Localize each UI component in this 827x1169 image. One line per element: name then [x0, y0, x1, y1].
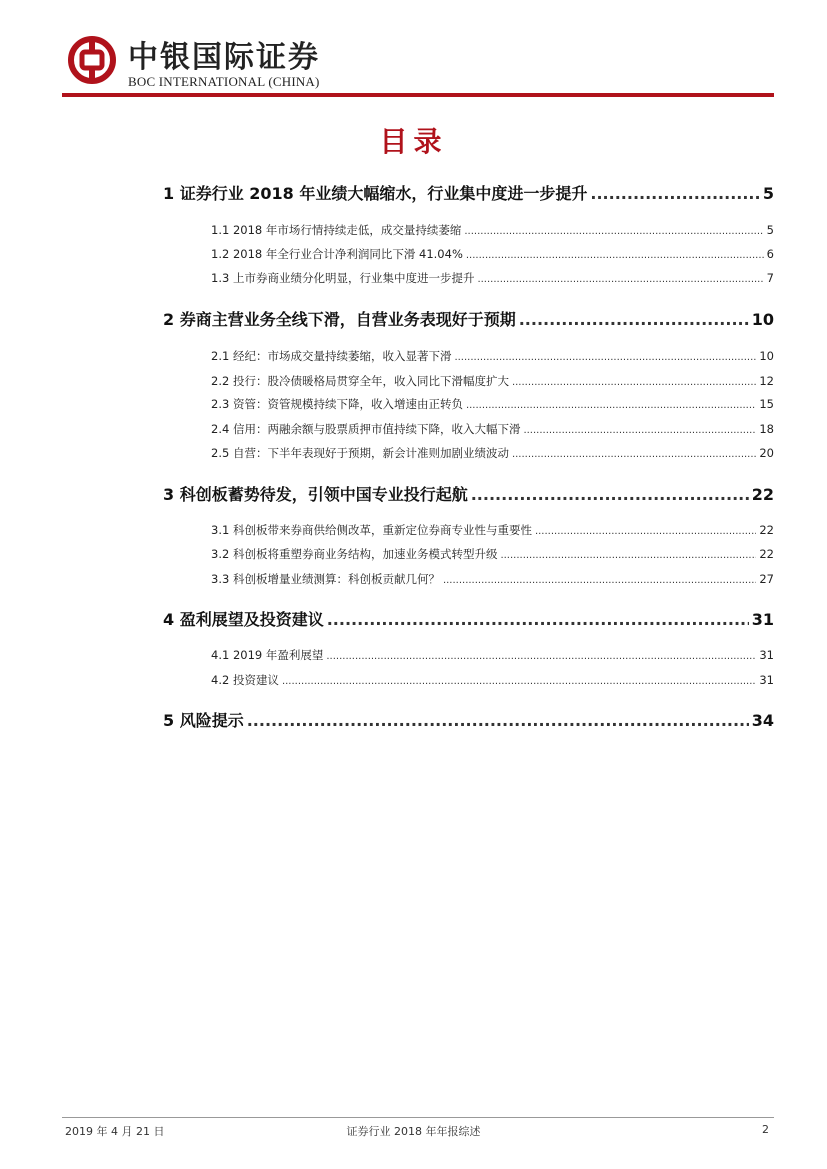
toc-leader-dots [327, 610, 749, 629]
toc-page-number: 22 [759, 547, 774, 561]
toc-entry-text: 4.1 2019 年盈利展望 [211, 648, 324, 662]
toc-entry-text: 2.5 自营：下半年表现好于预期，新会计准则加剧业绩波动 [211, 446, 509, 460]
footer-page-number: 2 [762, 1123, 769, 1136]
toc-entry[interactable] [211, 373, 774, 389]
toc-entry-text: 1 证券行业 2018 年业绩大幅缩水，行业集中度进一步提升 [163, 184, 588, 203]
toc-entry[interactable] [163, 708, 774, 731]
toc-page-number: 5 [762, 184, 774, 203]
toc-entry[interactable] [211, 270, 774, 286]
toc-entry[interactable] [211, 571, 774, 587]
toc-leader-dots [454, 352, 756, 363]
toc-entry[interactable] [211, 647, 774, 663]
toc-entry-text: 1.2 2018 年全行业合计净利润同比下滑 41.04% [211, 247, 463, 261]
toc-leader-dots [464, 226, 763, 237]
toc-entry-text: 2 券商主营业务全线下滑，自营业务表现好于预期 [163, 310, 516, 329]
toc-entry[interactable] [163, 307, 774, 330]
toc-entry[interactable] [211, 222, 774, 238]
toc-entry-text: 4 盈利展望及投资建议 [163, 610, 324, 629]
toc-page-number: 34 [751, 711, 774, 730]
toc-page-number: 5 [766, 223, 774, 237]
footer-report-title: 证券行业 2018 年年报综述 [346, 1125, 481, 1138]
toc-leader-dots [466, 250, 764, 261]
toc-leader-dots [535, 526, 756, 537]
toc-entry[interactable] [211, 672, 774, 688]
toc-entry[interactable] [211, 246, 774, 262]
toc-entry[interactable] [211, 348, 774, 364]
toc-page-number: 10 [751, 310, 774, 329]
brand-name-chinese: 中银国际证券 [128, 40, 320, 75]
toc-leader-dots [477, 274, 763, 285]
toc-entry[interactable] [211, 396, 774, 412]
toc-leader-dots [443, 575, 756, 586]
toc-page-number: 22 [759, 523, 774, 537]
toc-leader-dots [466, 400, 756, 411]
toc-entry[interactable] [163, 181, 774, 204]
footer-divider [62, 1117, 774, 1118]
toc-page-number: 22 [751, 485, 774, 504]
toc-entry[interactable] [211, 445, 774, 461]
toc-leader-dots [523, 425, 756, 436]
toc-entry[interactable] [211, 522, 774, 538]
toc-leader-dots [471, 485, 749, 504]
toc-leader-dots [512, 377, 756, 388]
toc-entry-text: 2.1 经纪：市场成交量持续萎缩，收入显著下滑 [211, 349, 452, 363]
toc-entry-text: 2.3 资管：资管规模持续下降，收入增速由正转负 [211, 397, 463, 411]
toc-entry-text: 3.1 科创板带来券商供给侧改革，重新定位券商专业性与重要性 [211, 523, 532, 537]
toc-page-number: 31 [759, 648, 774, 662]
toc-leader-dots [247, 711, 749, 730]
toc-entry[interactable] [211, 546, 774, 562]
toc-page-number: 31 [759, 673, 774, 687]
toc-page-number: 27 [759, 572, 774, 586]
toc-leader-dots [500, 550, 756, 561]
toc-page-number: 31 [751, 610, 774, 629]
toc-entry-text: 1.3 上市券商业绩分化明显，行业集中度进一步提升 [211, 271, 475, 285]
toc-leader-dots [282, 676, 756, 687]
toc-entry-text: 3.3 科创板增量业绩测算：科创板贡献几何？ [211, 572, 440, 586]
toc-entry-text: 4.2 投资建议 [211, 673, 279, 687]
toc-page-number: 20 [759, 446, 774, 460]
toc-leader-dots [512, 449, 756, 460]
toc-entry-text: 2.4 信用：两融余额与股票质押市值持续下降，收入大幅下滑 [211, 422, 521, 436]
toc-title: 目录 [379, 125, 448, 158]
toc-entry[interactable] [163, 607, 774, 630]
footer-date: 2019 年 4 月 21 日 [65, 1125, 165, 1138]
toc-entry[interactable] [211, 421, 774, 437]
toc-page-number: 18 [759, 422, 774, 436]
toc-page-number: 7 [766, 271, 774, 285]
toc-page-number: 6 [766, 247, 774, 261]
toc-page-number: 15 [759, 397, 774, 411]
toc-entry-text: 5 风险提示 [163, 711, 244, 730]
toc-leader-dots [590, 184, 759, 203]
toc-entry-text: 3.2 科创板将重塑券商业务结构，加速业务模式转型升级 [211, 547, 498, 561]
brand-name-english: BOC INTERNATIONAL (CHINA) [128, 74, 320, 89]
toc-entry-text: 3 科创板蓄势待发，引领中国专业投行起航 [163, 485, 468, 504]
toc-entry[interactable] [163, 482, 774, 505]
toc-entry-text: 1.1 2018 年市场行情持续走低，成交量持续萎缩 [211, 223, 462, 237]
toc-leader-dots [326, 651, 756, 662]
toc-leader-dots [519, 310, 749, 329]
toc-page-number: 12 [759, 374, 774, 388]
toc-entry-text: 2.2 投行：股冷债暖格局贯穿全年，收入同比下滑幅度扩大 [211, 374, 509, 388]
toc-page-number: 10 [759, 349, 774, 363]
